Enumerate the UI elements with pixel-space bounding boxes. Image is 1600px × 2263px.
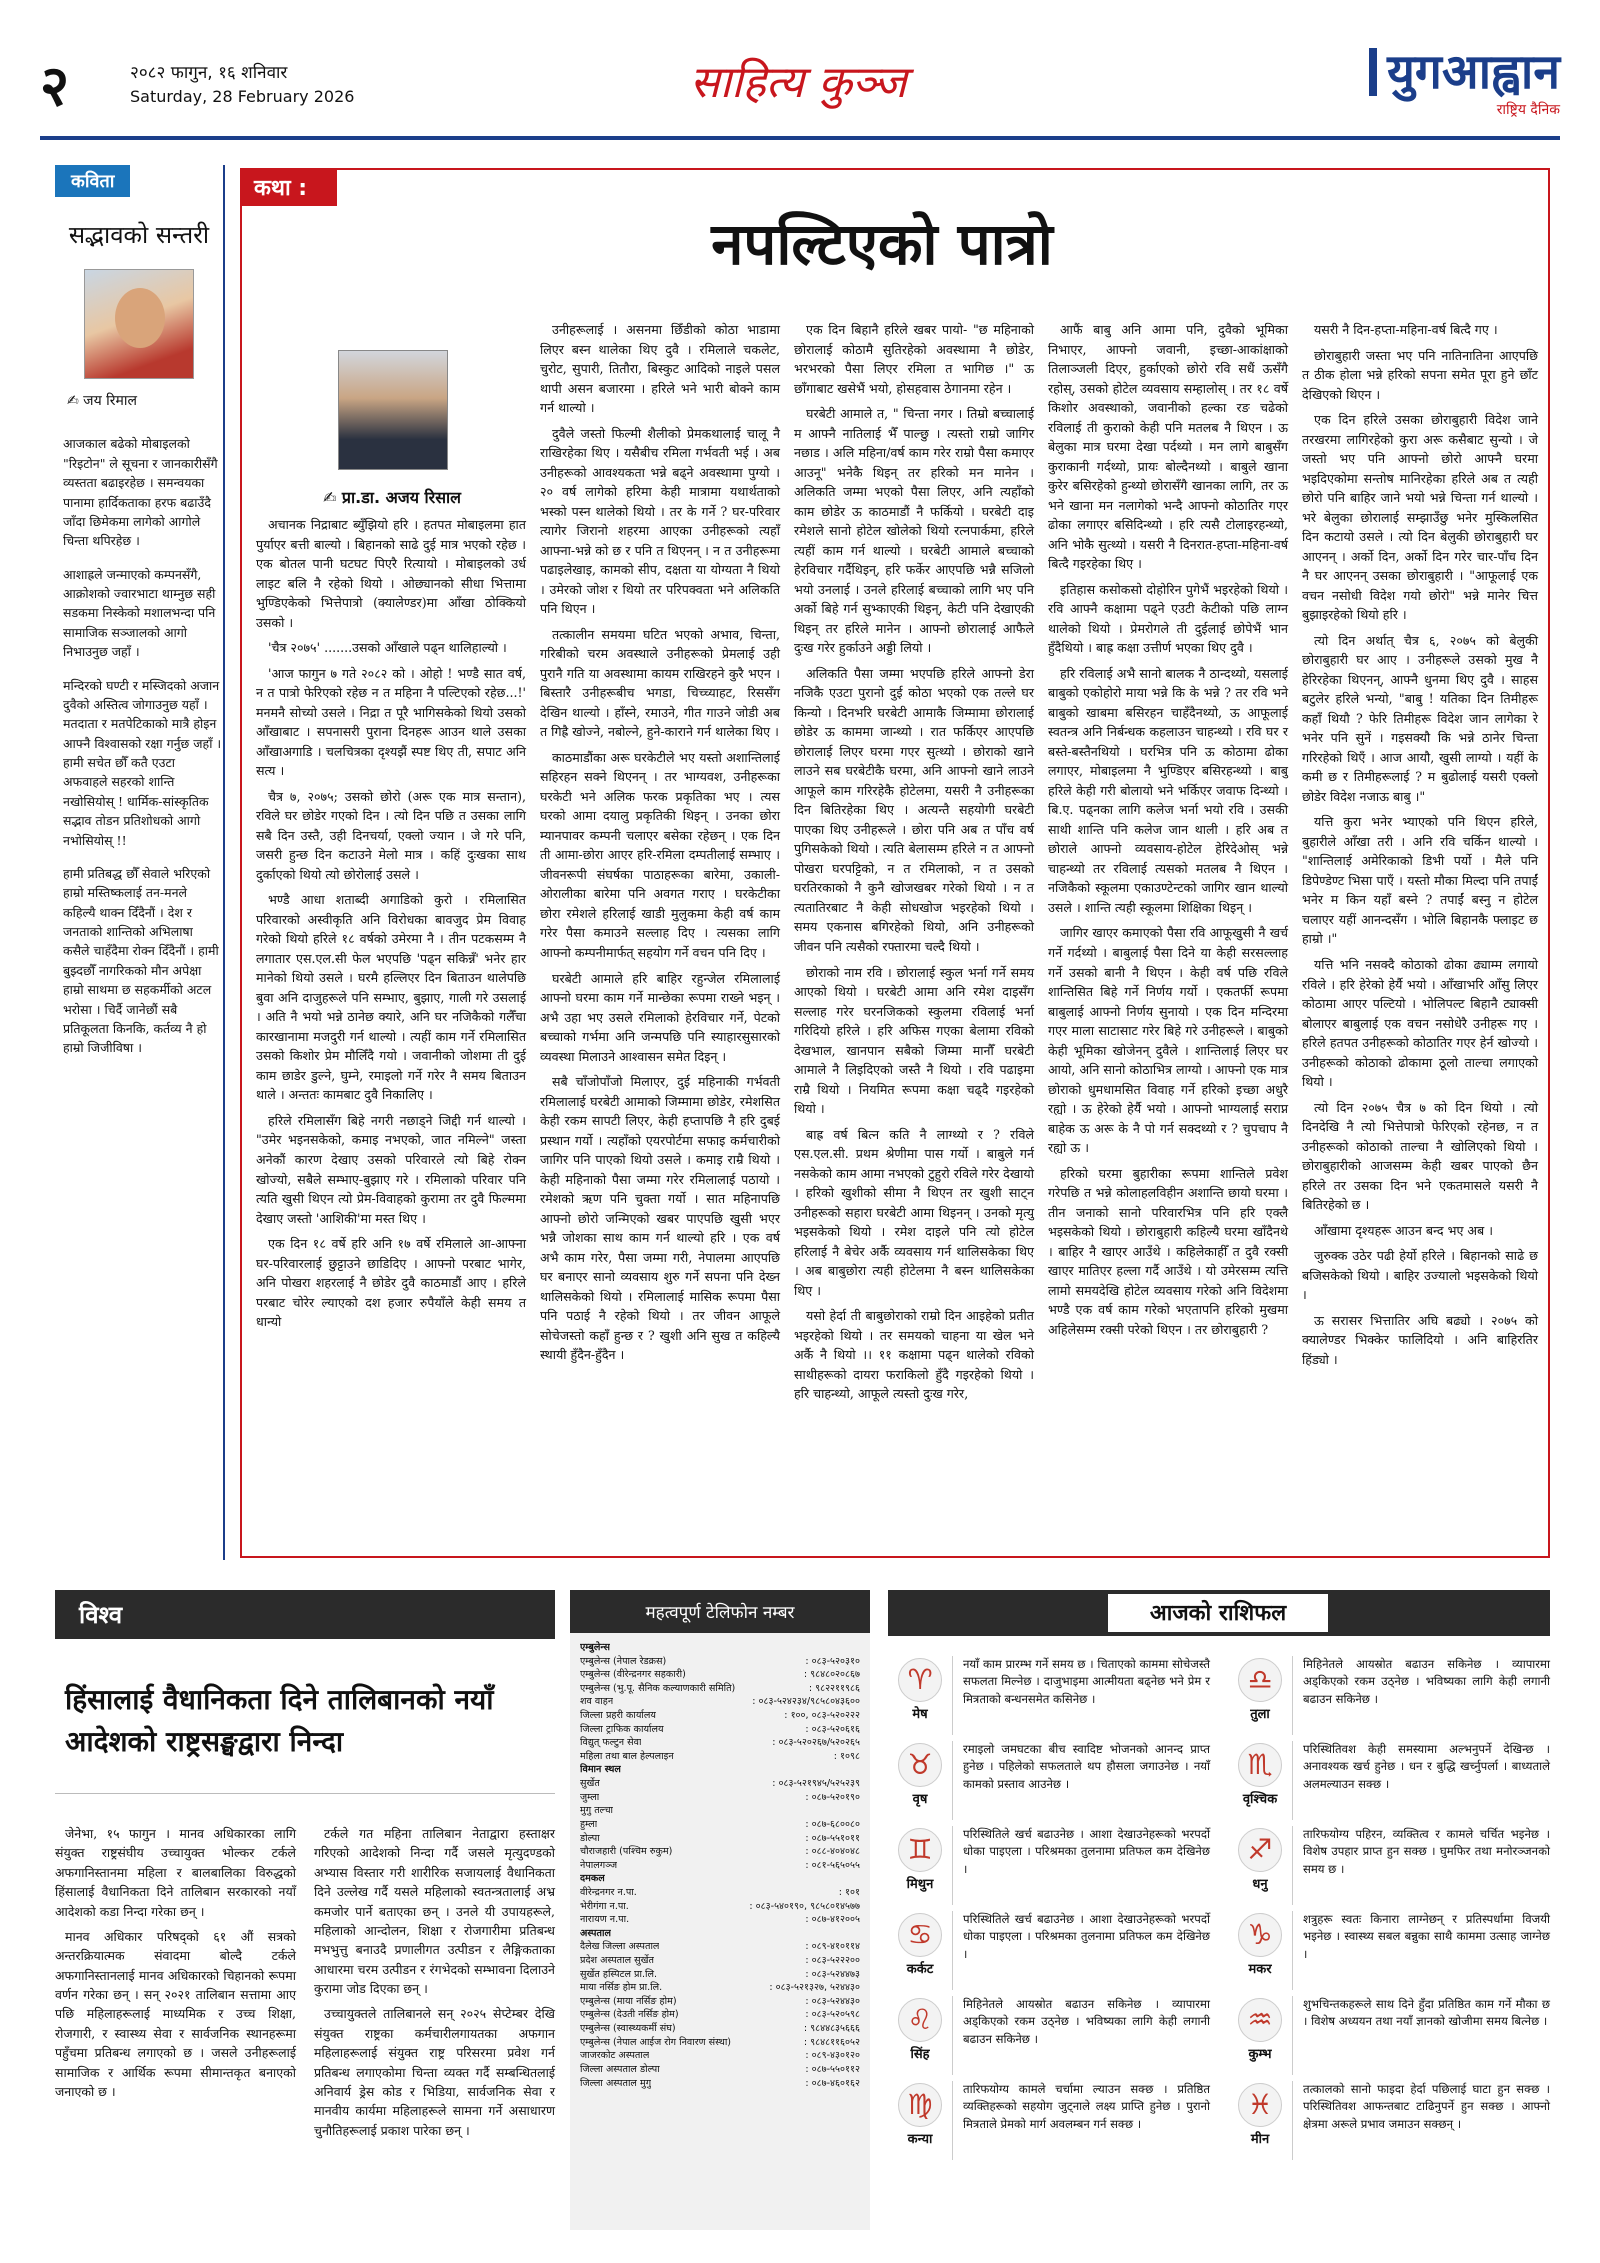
phone-label: एम्बुलेन्स (स्वास्थ्यकर्मी संघ) — [580, 2023, 676, 2035]
date-english: Saturday, 28 February 2026 — [130, 87, 355, 106]
sign-name: वृश्चिक — [1242, 1792, 1278, 1807]
sign-forecast: तारिफयोग्य पहिरन, व्यक्तित्व र कामले चर्चित भइनेछ । विशेष उपहार प्राप्त हुन सक्छ । घुमफिर तथा मनोरञ्जनको समय छ । — [1292, 1826, 1550, 1905]
zodiac-icon: ♏ — [1238, 1743, 1282, 1787]
sign-badge — [1228, 1911, 1292, 1990]
story-paragraph: काठमाडौंका अरू घरकेटीले भए यस्तो अशान्तिलाई सहिरहन सक्ने थिएनन् । तर भाग्यवश, उनीहरूका घरकेटी भने अलिक फरक प्रकृतिका भए । त्यस घरको आमा दयालु प्रकृतिकी थिइन् । उनका छोरा म्यानपावर कम्पनी चलाएर बसेका रहेछन् । एक दिन ती आमा-छोरा आएर हरि-रमिला दम्पतीलाई सम्भाए । जीवनरूपी संघर्षका पाठाहरूका बारेमा, उकाली-ओरालीका बारेमा पनि अवगत गराए । घरकेटीका छोरा रमेशले हरिलाई खाडी मुलुकमा केही वर्ष काम गरेर पैसा कमाउने सल्लाह दिए । त्यसका लागि आफ्नो कम्पनीमार्फत् सहयोग गर्ने वचन पनि दिए । — [540, 749, 780, 960]
phone-number: : ०८३-५२२२०० — [805, 1955, 860, 1967]
story-paragraph: घरबेटी आमाले हरि बाहिर रहुन्जेल रमिलालाई आफ्नो घरमा काम गर्ने मान्छेका रूपमा राख्ने भइन् । अभै उहा भए उसले रमिलाको हेरविचार गर्ने, पेटको बच्चाको गर्भमा अनि जन्मपछि पनि स्याहारसुसारको व्यवस्था मिलाउने आश्वासन समेत दिइन् । — [540, 970, 780, 1064]
phone-label: प्रदेश अस्पताल सुर्खेत — [580, 1955, 654, 1967]
zodiac-icon: ♋ — [898, 1913, 942, 1957]
horoscope-sign — [1228, 1996, 1550, 2075]
phone-row — [580, 2049, 860, 2063]
sign-badge — [1228, 1826, 1292, 1905]
sign-forecast: तत्कालको सानो फाइदा हेर्दा पछिलाई घाटा हुन सक्छ । परिस्थितिवश आफन्तबाट टाढिनुपर्ने हुन सक्छ । आफ्नो क्षेत्रमा अरूले प्रभाव जमाउन सक्छन् । — [1292, 2081, 1550, 2160]
phone-label: डोल्पा — [580, 1832, 600, 1844]
story-paragraph: त्यो दिन २०७५ चैत्र ७ को दिन थियो । त्यो दिनदेखि नै त्यो भित्तेपात्रो फेरिएको रहेनछ, न त उनीहरूको कोठाको ताल्चा नै खोलिएको थियो । छोराबुहारीको आजसम्म केही खबर पाएको छैन हरिले तर उसका दिन भने एकतमासले यसरी नै बितिरहेको छ । — [1302, 1099, 1538, 1213]
sign-badge — [888, 2081, 952, 2160]
sign-name: मकर — [1248, 1962, 1272, 1977]
story-paragraph: 'चैत्र २०७५' .......उसको आँखाले पढ्न थालिहाल्यो । — [268, 640, 507, 656]
story-column-4 — [1048, 320, 1288, 1545]
phone-label: भेरीगंगा न.पा. — [580, 1900, 629, 1912]
news-paragraph: मानव अधिकार परिषद्को ६१ औं सत्रको अन्तरक्रियात्मक संवादमा बोल्दै टर्कले अफगानिस्तानलाई मानव अधिकारको चिहानको रूपमा वर्णन गरेका छन् । सन् २०२१ तालिबान सत्तामा आए पछि महिलाहरूलाई माध्यमिक र उच्च शिक्षा, रोजगारी, र स्वास्थ्य सेवा र सार्वजनिक स्थानहरूमा पहुँचमा प्रतिबन्ध लगाएको छ । जसले उनीहरूलाई सामाजिक र आर्थिक रूपमा सीमान्तकृत बनाएको जनाएको छ । — [55, 1928, 296, 2099]
story-paragraph: बाह्र वर्ष बित्न कति नै लाग्थ्यो र ? रविले एस.एल.सी. प्रथम श्रेणीमा पास गर्यो । बाबुले गर्न नसकेको काम आमा नभएको टुहुरो रविले गरेर देखायो । हरिको खुशीको सीमा नै थिएन तर खुशी साट्न उनीहरूको सहारा घरबेटी आमा थिइनन् । उनको मृत्यु भइसकेको थियो । रमेश दाइले पनि त्यो होटेल हरिलाई नै बेचेर अर्कै व्यवसाय गर्न थालिसकेका थिए । अब बाबुछोरा त्यही होटेलमा नै बस्न थालिसकेका थिए । — [794, 1126, 1034, 1298]
phone-label: महिला तथा बाल हेल्पलाइन — [580, 1750, 674, 1762]
phone-label: जिल्ला अस्पताल मुगु — [580, 2077, 652, 2089]
zodiac-icon: ♍ — [898, 2083, 942, 2127]
phone-group-heading — [580, 1641, 860, 1655]
world-news-headline: हिंसालाई वैधानिकता दिने तालिबानको नयाँ आदेशको राष्ट्रसङ्घद्वारा निन्दा — [55, 1639, 555, 1794]
phone-label: एम्बुलेन्स — [580, 1642, 610, 1653]
sign-name: सिंह — [910, 2047, 930, 2062]
horoscope-sign — [888, 2081, 1210, 2160]
zodiac-icon: ♓ — [1238, 2083, 1282, 2127]
sign-badge — [1228, 1996, 1292, 2075]
story-paragraph: जुरुक्क उठेर पढी हेर्यो हरिले । बिहानको साढे छ बजिसकेको थियो । बाहिर उज्यालो भइसकेको थियो । — [1302, 1248, 1538, 1303]
phone-label: वीरेन्द्रनगर न.पा. — [580, 1886, 637, 1898]
sign-badge — [888, 1656, 952, 1735]
sign-forecast: परिस्थितिले खर्च बढाउनेछ । आशा देखाउनेहरूको भरपर्दो धोका पाइएला । परिश्रमका तुलनामा प्रतिफल कम देखिनेछ । — [952, 1826, 1210, 1905]
phone-label: एम्बुलेन्स (वीरेन्द्रनगर सहकारी) — [580, 1669, 686, 1681]
sign-forecast: तारिफयोग्य कामले चर्चामा ल्याउन सक्छ । प्रतिष्ठित व्यक्तिहरूको सहयोग जुट्नाले लक्ष्य प्राप्ति हुनेछ । पुरानो मित्रताले प्रेमको मार्ग अवलम्बन गर्न सक्छ । — [952, 2081, 1210, 2160]
sign-forecast: परिस्थितिवश केही समस्यामा अल्भनुपर्ने देखिन्छ । अनावश्यक खर्च हुनेछ । धन र बुद्धि खर्च्नुपर्ला । बाध्यताले अलमल्याउन सक्छ । — [1292, 1741, 1550, 1820]
page-number: २ — [40, 53, 70, 119]
horoscope-sign — [888, 1996, 1210, 2075]
phone-number: : ०८३-५२४४३० — [805, 1995, 860, 2007]
phone-label: सुर्खेत — [580, 1778, 600, 1790]
story-paragraph: ऊ सरासर भित्तातिर अघि बढ्यो । २०७५ को क्यालेण्डर भिक्केर फालिदियो । अनि बाहिरतिर हिंड्यो । — [1302, 1312, 1538, 1367]
phone-row — [580, 1940, 860, 1954]
sign-badge — [1228, 1741, 1292, 1820]
phone-row — [580, 1981, 860, 1995]
horoscope-sign — [1228, 1656, 1550, 1735]
phone-row — [580, 2077, 860, 2091]
story-paragraph: त्यो दिन अर्थात् चैत्र ६, २०७५ को बेलुकी छोराबुहारी घर आए । उनीहरूले उसको मुख नै हेरिरहेका थिएनन्, आफ्नै धुनमा थिए दुवै । साहस बटुलेर हरिले भन्यो, "बाबु ! यतिका दिन तिमीहरू कहाँ थियौ ? फेरि तिमीहरू विदेश जान लागेका रे भनेर पनि सुनें । गइसक्यौ कि भन्ने ठानेर चिन्ता गरिरहेको थिएँ । आज आयौ, खुसी लाग्यो । यहीं के कमी छ र तिमीहरूलाई ? म बुढोलाई यसरी एक्लो छोडेर विदेश नजाऊ बाबु ।" — [1302, 632, 1538, 804]
sign-forecast: नयाँ काम प्रारम्भ गर्ने समय छ । चिताएको काममा सोचेजस्तै सफलता मिल्नेछ । दाजुभाइमा आत्मीयता बढ्नेछ भने प्रेम र मित्रताको बन्धनसमेत कसिनेछ । — [952, 1656, 1210, 1735]
story-paragraph: 'आज फागुन ७ गते २०८२ को । ओहो ! भण्डै सात वर्ष, न त पात्रो फेरिएको रहेछ न त महिना नै पल्टिएको रहेछ...!' मनमनै सोच्यो उसले । निद्रा त पूरै भागिसकेको थियो उसको आँखाबाट । सपनासरी पुराना दिनहरू आउन थाले उसका आँखाअगाडि । चलचित्रका दृश्यझैं स्पष्ट थिए ती, सपाट अनि सत्य । — [256, 665, 526, 779]
phone-row — [580, 1682, 860, 1696]
story-paragraph: यसरी नै दिन-हप्ता-महिना-वर्ष बित्दै गए । — [1314, 322, 1498, 337]
phone-label: जिल्ला अस्पताल डोल्पा — [580, 2063, 660, 2075]
horoscope-sign — [1228, 2081, 1550, 2160]
zodiac-icon: ♑ — [1238, 1913, 1282, 1957]
phone-label: नेपालगञ्ज — [580, 1859, 618, 1871]
story-paragraph: आँखामा दृश्यहरू आउन बन्द भए अब । — [1314, 1222, 1493, 1238]
sign-name: कन्या — [907, 2132, 933, 2147]
news-paragraph: उच्चायुक्तले तालिबानले सन् २०२५ सेप्टेम्बर देखि संयुक्त राष्ट्रका कर्मचारीलगायतका अफगान महिलाहरूलाई संयुक्त राष्ट्र परिसरमा प्रवेश गर्न प्रतिबन्ध लगाएकोमा चिन्ता व्यक्त गर्दै सम्बन्धितलाई अनिवार्य ड्रेस कोड र भिडिया, सार्वजनिक सेवा र मानवीय कार्यमा महिलाहरूले सामना गर्ने असाधारण चुनौतिहरूलाई प्रकाश पारेका छन् । — [314, 2006, 555, 2138]
phone-label: शव वाहन — [580, 1696, 614, 1708]
horoscope-grid — [888, 1636, 1550, 2166]
phone-row — [580, 2022, 860, 2036]
horoscope-heading: आजको राशिफल — [1108, 1594, 1328, 1632]
phone-label: एम्बुलेन्स (भु.पू. सैनिक कल्याणकारी समिति) — [580, 1682, 736, 1694]
phone-label: विमान स्थल — [580, 1764, 621, 1776]
sign-badge — [888, 1826, 952, 1905]
phone-row — [580, 2008, 860, 2022]
phone-row — [580, 1777, 860, 1791]
phone-label: जाजरकोट अस्पताल — [580, 2050, 650, 2062]
horoscope-sign — [888, 1741, 1210, 1820]
story-byline: ✍ प्रा.डा. अजय रिसाल — [322, 488, 462, 507]
issue-dates — [130, 60, 354, 106]
story-title: नपल्टिएको पात्रो — [711, 210, 1053, 278]
sign-name: मीन — [1250, 2132, 1270, 2147]
phone-row — [580, 1655, 860, 1669]
poem-title: सद्भावको सन्तरी — [68, 221, 210, 249]
phone-label: अस्पताल — [580, 1927, 611, 1939]
story-column-2 — [540, 320, 780, 1545]
story-paragraph: हरिले रमिलासँग बिहे नगरी नछाड्ने जिद्दी गर्न थाल्यो । "उमेर भइनसकेको, कमाइ नभएको, जात नमिल्ने" जस्ता अनेकौं कारण देखाए उसको परिवारले त्यो बिहे रोक्न खोज्यो, सबैले सम्भाए-बुझाए गरे । रमिलाको परिवार पनि त्यति खुसी थिएन त्यो प्रेम-विवाहको कुरामा तर दुवै फिल्ममा देखाए जस्तो 'आशिकी'मा मस्त थिए । — [256, 1112, 526, 1226]
poem-stanza: आजकाल बढेको मोबाइलको "रिइटोन" ले सूचना र जानकारीसँगै व्यस्तता बढाइरहेछ । समन्वयका पानामा हार्दिकताका हरफ बढाउँदै जाँदा छिमेकमा लागेको आगोले चिन्ता थपिरहेछ । — [63, 436, 218, 549]
zodiac-icon: ♎ — [1238, 1658, 1282, 1702]
phone-row — [580, 2036, 860, 2050]
phone-label: सुर्खेत हस्पिटल प्रा.लि. — [580, 1968, 658, 1980]
newspaper-logo — [1369, 44, 1560, 119]
phone-row — [580, 1695, 860, 1709]
phone-number: : १०१ — [838, 1886, 860, 1898]
section-title: साहित्य कुञ्ज — [690, 57, 907, 108]
phone-number: : ०८७-५५०११२ — [805, 2063, 860, 2075]
phone-group-heading — [580, 1872, 860, 1886]
phone-number: : ०८७-४१२००५ — [805, 1914, 860, 1926]
phone-row — [580, 1804, 860, 1818]
poem-stanza: हामी प्रतिबद्ध छौँ सेवाले भरिएको हाम्रो मस्तिष्कलाई तन-मनले कहिल्यै थाक्न दिँदैनौं । देश र जनताको शान्तिको अभिलाषा कसैले चाहँदैमा रोक्न दिँदैनौं । हामी बुझ्दछौँ नागरिकको मौन अपेक्षा हाम्रो साथमा छ सहकर्मीको अटल भरोसा । चिर्दै जानेछौं सबै प्रतिकूलता किनकि, कर्तव्य नै हो हाम्रो जिजीविषा । — [63, 865, 219, 1056]
phone-label: एम्बुलेन्स (नेपाल आईज रोग निवारण संस्था) — [580, 2036, 732, 2048]
phone-number: : ९८२२११९८६ — [808, 1682, 860, 1694]
phone-row — [580, 1750, 860, 1764]
phone-number: : ०८७-६८००८० — [805, 1818, 860, 1830]
phone-label: माया नर्सिङ होम प्रा.लि. — [580, 1982, 663, 1994]
phone-row — [580, 1859, 860, 1873]
story-paragraph: एक दिन हरिले उसका छोराबुहारी विदेश जाने तरखरमा लागिरहेको कुरा अरू कसैबाट सुन्यो । जे जस्तो भए पनि आफ्नो छोरो आफ्नै घरमा भइदिएकोमा सन्तोष मानिरहेका हरिले अब त त्यही छोरो पनि बाहिर जाने भयो भन्ने चिन्ता गर्न थाल्यो । भरे बेलुका छोरालाई सम्झाउँछु भनेर मुस्किलसित दिन कटायो उसले । त्यो दिन बेलुकी छोराबुहारी घर आएनन् । अर्को दिन, अर्को दिन गरेर चार-पाँच दिन नै घर आएनन् उसका छोराबुहारी । "आफूलाई एक वचन नसोधी विदेश गयो छोरो" भन्ने मानेर चित्त बुझाइरहेको थियो हरि । — [1302, 412, 1538, 623]
phone-row — [580, 1995, 860, 2009]
poet-byline: ✍ जय रिमाल — [67, 393, 137, 410]
sign-forecast: रमाइलो जमघटका बीच स्वादिष्ट भोजनको आनन्द प्राप्त हुनेछ । पहिलेको सफलताले थप हौसला जगाउनेछ । नयाँ कामको प्रस्ताव आउनेछ । — [952, 1741, 1210, 1820]
world-news-heading: विश्व — [55, 1590, 555, 1639]
phone-label: एम्बुलेन्स (देउती नर्सिङ होम) — [580, 2009, 679, 2021]
story-paragraph: दुवैले जस्तो फिल्मी शैलीको प्रेमकथालाई चालू नै राखिरहेका थिए । यसैबीच रमिला गर्भवती भई । अब उनीहरूको आवश्यकता भन्ने बढ्ने अवस्थामा पुग्यो । २० वर्ष लागेको हरिमा केही मात्रामा यथार्थताको भस्को पस्न थालेको थियो । तर के गर्ने ? घर-परिवार त्यागेर जिरानो शहरमा आएका उनीहरूको त्यहाँ आफ्ना-भन्ने को छ र पनि त थिएनन् । न त उनीहरूमा पढाइलेखाइ, कामको सीप, दक्षता या योग्यता नै थियो । उमेरको जोश र थियो तर परिपक्वता भने अलिकति पनि थिएन । — [540, 425, 780, 617]
phone-group-heading — [580, 1763, 860, 1777]
story-paragraph: हरिको घरमा बुहारीका रूपमा शान्तिले प्रवेश गरेपछि त भन्ने कोलाहलविहीन अशान्ति छायो घरमा । तीन जनाको सानो परिवारभित्र पनि हरि एक्लै भइसकेको थियो । छोराबुहारी कहिल्यै घरमा खाँदैनथे । बाहिर नै खाएर आउँथे । कहिलेकाहीँ त दुवै रक्सी खाएर मातिएर हल्ला गर्दै आउँथे । यो उमेरसम्म त्यत्ति लामो समयदेखि होटेल व्यवसाय गरेको अनि विदेशमा भण्डै एक वर्ष काम गरेको भएतापनि हरिको मुखमा अहिलेसम्म रक्सी परेको थिएन । तर छोराबुहारी ? — [1048, 1165, 1288, 1337]
zodiac-icon: ♉ — [898, 1743, 942, 1787]
sign-forecast: शुभचिन्तकहरूले साथ दिने हुँदा प्रतिष्ठित काम गर्ने मौका छ । विशेष अध्ययन तथा नयाँ ज्ञानको खोजीमा समय बित्नेछ । — [1292, 1996, 1550, 2075]
story-paragraph: आफैं बाबु अनि आमा पनि, दुवैको भूमिका निभाएर, आफ्नो जवानी, इच्छा-आकांक्षाको तिलाञ्जली दिएर, हुर्काएको छोरो रवि सधैं ऊसँगै रहोस्, उसको होटेल व्यवसाय सम्हालोस् । तर १८ वर्षे किशोर अवस्थाको, जवानीको हल्का रङ चढेको रविलाई ती कुराको केही पनि मतलब नै थिएन । ऊ बेलुका मात्र घरमा देखा पर्दथ्यो । मन लागे बाबुसँग कुराकानी गर्दथ्यो, प्रायः बोल्दैनथ्यो । बाबुले खाना कुरेर बसिरहेको हुन्थ्यो छोरासँगै खानका लागि, तर ऊ भने खाना मन नलागेको भन्दै आफ्नो कोठातिर गएर ढोका लगाएर बसिदिन्थ्यो । हरि त्यसै टोलाइरहन्थ्यो, अनि भोकै सुत्थ्यो । यसरी नै दिनरात-हप्ता-महिना-वर्ष बित्दै गइरहेका थिए । — [1048, 322, 1288, 572]
horoscope-sign — [888, 1826, 1210, 1905]
phone-number: : ९८४८११६०५२ — [803, 2036, 860, 2048]
phone-number: : १०९८ — [833, 1750, 860, 1762]
sign-forecast: मिहिनेतले आयस्रोत बढाउन सकिनेछ । व्यापारमा अड्किएको रकम उठ्नेछ । भविष्यका लागि केही लगानी बढाउन सकिनेछ । — [1292, 1656, 1550, 1735]
brand-tagline: राष्ट्रिय दैनिक — [1496, 102, 1560, 118]
phone-label: मुगु तल्चा — [580, 1805, 614, 1817]
phone-row — [580, 1818, 860, 1832]
phone-number: : ०८३-५२०३१० — [805, 1655, 860, 1667]
zodiac-icon: ♐ — [1238, 1828, 1282, 1872]
story-paragraph: सबै चाँजोपाँजो मिलाएर, दुई महिनाकी गर्भवती रमिलालाई घरबेटी आमाको जिम्मामा छोडेर, रमेशसित केही रकम सापटी लिएर, केही हप्तापछि नै हरि दुबई प्रस्थान गर्यो । त्यहाँको एयरपोर्टमा सफाइ कर्मचारीको जागिर पनि पाएको थियो उसले । कमाइ राम्रै थियो । केही महिनाको पैसा जम्मा गरेर रमिलालाई पठायो । रमेशको ऋण पनि चुक्ता गर्यो । सात महिनापछि आफ्नो छोरो जन्मिएको खबर पाएपछि खुसी भएर भन्नै जोशका साथ काम गर्न थाल्यो हरि । एक वर्ष अभै काम गरेर, पैसा जम्मा गरी, नेपालमा आएपछि घर बनाएर सानो व्यवसाय शुरु गर्ने सपना पनि देख्न थालिसकेको थियो । रमिलालाई मासिक रूपमा पैसा पनि पठाई नै रहेको थियो । तर जीवन आफूले सोचेजस्तो कहाँ हुन्छ र ? खुशी अनि सुख त कहिल्यै स्थायी हुँदैन-हुँदैन । — [540, 1074, 780, 1363]
story-paragraph: यत्ति भनि नसक्दै कोठाको ढोका ढ्याम्म लगायो रविले । हरि हेरेको हेर्यै भयो । आँखाभरि आँसु लिएर कोठामा आएर पल्टियो । भोलिपल्ट बिहानै ट्याक्सी बोलाएर बाबुलाई एक वचन नसोधेरै उनीहरू गए । हरिले हतपत उनीहरूको कोठातिर गएर हेर्न खोज्यो । उनीहरूको कोठाको ढोकामा ठूलो ताल्चा लगाएको थियो । — [1302, 956, 1538, 1090]
horoscope-sign — [1228, 1826, 1550, 1905]
sign-forecast: मिहिनेतले आयस्रोत बढाउन सकिनेछ । व्यापारमा अड्किएको रकम उठ्नेछ । भविष्यका लागि केही लगानी बढाउन सकिनेछ । — [952, 1996, 1210, 2075]
phone-number: : ९८४४८३५६६६ — [803, 2023, 860, 2035]
phone-number: : ०८७-५५१०११ — [805, 1832, 860, 1844]
phone-label: जिल्ला प्रहरी कार्यालय — [580, 1710, 656, 1722]
phone-number: : १००, ०८३-५२०२२२ — [784, 1710, 860, 1722]
poem-stanza: आशाह्रले जन्माएको कम्पनसँगै, आक्रोशको ज्वारभाटा थाम्नुछ सही सडकमा निस्केको मशालभन्दा पनि सामाजिक सञ्जालको आगो निभाउनुछ जहाँ । — [63, 566, 216, 660]
phone-number: : ०८९-४१०११४ — [805, 1941, 860, 1953]
horoscope-sign — [888, 1656, 1210, 1735]
brand-name: युगआह्वान — [1369, 48, 1560, 96]
phone-number: : ०८३-५२४४७३ — [805, 1968, 860, 1980]
world-news — [55, 1590, 555, 2230]
poet-photo — [84, 269, 194, 379]
horoscope-sign — [1228, 1911, 1550, 1990]
zodiac-icon: ♌ — [898, 1998, 942, 2042]
horoscope-sign — [1228, 1741, 1550, 1820]
story-column-5 — [1302, 320, 1538, 1545]
news-paragraph: टर्कले गत महिना तालिबान नेताद्वारा हस्ताक्षर गरिएको आदेशको निन्दा गर्दै जसले मृत्युदण्डको अभ्यास विस्तार गरी शारीरिक सजायलाई वैधानिकता दिने उल्लेख गर्दै यसले महिलाको स्वतन्त्रतालाई अभ्र कमजोर पार्ने बताएका छन् । उनले यी उपायहरूले, महिलाको आन्दोलन, शिक्षा र रोजगारीमा प्रतिबन्ध मभभुत्तु बनाउदै प्रणालीगत उत्पीडन र लैङ्गिकताका आधारमा चरम उत्पीडन र रंगभेदको सम्भावना दिलाउने कुरामा जोड दिएका छन् । — [314, 1826, 555, 1996]
phone-number: : ०८३-५२१९४५/५२५२३९ — [772, 1778, 860, 1790]
story-section — [240, 168, 1550, 1558]
sign-name: कुम्भ — [1248, 2047, 1272, 2062]
phone-number: : ०८८-४०४०४८ — [805, 1846, 860, 1858]
sign-name: धनु — [1252, 1877, 1268, 1892]
phone-label: जुम्ला — [580, 1791, 600, 1803]
phone-number: : ०८१-५६५०५५ — [805, 1859, 860, 1871]
sign-forecast: शत्रुहरू स्वतः किनारा लाग्नेछन् र प्रतिस्पर्धामा विजयी भइनेछ । स्वास्थ्य सबल बन्नुका साथै काममा उत्साह जाग्नेछ । — [1292, 1911, 1550, 1990]
phone-row — [580, 2063, 860, 2077]
phone-row — [580, 1886, 860, 1900]
story-paragraph: छोराबुहारी जस्ता भए पनि नातिनातिना आएपछि त ठीक होला भन्ने हरिको सपना समेत पूरा हुने छाँट देखिएको थिएन । — [1302, 347, 1538, 402]
phone-label: चौराजहारी (पश्चिम रुकुम) — [580, 1846, 673, 1858]
story-paragraph: अचानक निद्राबाट ब्युँझियो हरि । हतपत मोबाइलमा हात पुर्याएर बत्ती बाल्यो । बिहानको साढे दुई मात्र भएको रहेछ । एक बोतल पानी घटघट पिएरै रित्यायो । मोबाइलको उर्ध लाइट बलि नै रहेको थियो । ओछ्यानको सीधा भित्तामा भुण्डिएकेको भित्तेपात्रो (क्यालेण्डर)मा आँखा ठोक्कियो उसको । — [256, 517, 526, 630]
sign-badge — [1228, 2081, 1292, 2160]
phone-row — [580, 1954, 860, 1968]
phone-label: हुम्ला — [580, 1818, 598, 1830]
author-photo — [338, 350, 448, 470]
story-column-1 — [256, 515, 526, 1545]
zodiac-icon: ♈ — [898, 1658, 942, 1702]
sign-name: वृष — [912, 1792, 928, 1807]
phone-number: : ०८३-५२०२६७/५२०२६५ — [772, 1737, 860, 1749]
poem-stanza: मन्दिरको घण्टी र मस्जिदको अजान दुवैको अस्तित्व जोगाउनुछ यहाँ । मतदाता र मतपेटिकाको मात्रै होइन आफ्नै विश्वासको रक्षा गर्नुछ जहाँ । हामी सचेत छौँ कतै एउटा अफवाहले सहरको शान्ति नखोसियोस् ! धार्मिक-सांस्कृतिक सद्भाव तोडन प्रतिशोधको आगो नभोसियोस् !! — [63, 677, 222, 848]
story-paragraph: अलिकति पैसा जम्मा भएपछि हरिले आफ्नो डेरा नजिकै एउटा पुरानो दुई कोठा भएको एक तल्ले घर किन्यो । दिनभरि घरबेटी आमाकै जिम्मामा छोरालाई छोडेर ऊ काममा जान्थ्यो । रात फर्किएर आएपछि छोरालाई लिएर घरमा गएर सुत्थ्यो । छोराको खाने लाउने सब घरबेटीकै घरमा, अनि आफ्नो खाने लाउने आफूले काम गरिरहेकै होटेलमा, यसरी नै उनीहरूका दिन बितिरहेका थिए । अत्यन्तै सहयोगी घरबेटी पाएका थिए उनीहरूले । छोरा पनि अब त पाँच वर्ष पुगिसकेको थियो । त्यति बेलासम्म हरिले न त आफ्नो पोखरा घरपट्टिको, न त रमिलाको, न त उसको घरतिरकाको नै कुनै खोजखबर गरेको थियो । न त त्यतातिरबाट नै केही सोधखोज भइरहेको थियो । समय एकनास बगिरहेको थियो, अनि उनीहरूको जीवन पनि त्यसैको रफ्तारमा चल्दै थियो । — [794, 665, 1034, 954]
story-paragraph: एक दिन बिहानै हरिले खबर पायो- "छ महिनाको छोरालाई कोठामै सुतिरहेको अवस्थामा नै छोडेर, भरभरको पैसा लिएर रमिला त भागिछ ।" ऊ छाँगाबाट खसेभैं भयो, होसहवास ठेगानमा रहेन । — [794, 322, 1034, 396]
phone-row — [580, 1913, 860, 1927]
phone-number: : ०८३-५४०१९०, ९८५८०१४५७७ — [749, 1900, 860, 1912]
phone-number: : ०८३-५२१३२७, ५२४४३० — [769, 1982, 860, 1994]
story-paragraph: भण्डै आधा शताब्दी अगाडिको कुरो । रमिलासित परिवारको अस्वीकृति अनि विरोधका बावजुद प्रेम विवाह गरेको थियो हरिले १८ वर्षको उमेरमा नै । तीन पटकसम्म नै लगातार एस.एल.सी फेल भएपछि 'पढ्न सकिन्नँ' भनेर हार मानेको थियो उसले । घरमै हल्लिएर दिन बिताउन थालेपछि बुवा अनि दाजुहरूले पनि सम्भाए, बुझाए, गाली गरे उसलाई । अति नै भयो भन्ने ठानेछ क्यारे, अनि घर नजिकैको गलैँचा कारखानामा मजदुरी गर्न थाल्यो । त्यहीं काम गर्ने रमिलासित उसको किशोर प्रेम मौलिँदै गयो । जवानीको जोशमा ती दुई काम छाडेर डुल्ने, घुम्ने, रमाइलो गर्ने गरेर नै समय बिताउन थाले । अन्ततः कामबाट दुवै निकालिए । — [256, 892, 526, 1103]
phone-label: विद्युत् फल्टुन सेवा — [580, 1737, 642, 1749]
zodiac-icon: ♒ — [1238, 1998, 1282, 2042]
phone-row — [580, 1900, 860, 1914]
horoscope-sign — [888, 1911, 1210, 1990]
story-paragraph: जागिर खाएर कमाएको पैसा रवि आफूखुसी नै खर्च गर्ने गर्दथ्यो । बाबुलाई पैसा दिने या केही सरसल्लाह गर्ने उसको बानी नै थिएन । केही वर्ष पछि रविले शान्तिसित बिहे गर्ने निर्णय गर्यो । एकतर्फी रूपमा बाबुलाई आफ्नो निर्णय सुनायो । एक दिन मन्दिरमा गएर माला साटासाट गरेर बिहे गरे उनीहरूले । बाबुको केही भूमिका खोजेनन् दुवैले । शान्तिलाई लिएर घर आयो, अनि सानो कोठाभित्र लाग्यो । आफ्नो एक मात्र छोराको धुमधामसित विवाह गर्ने हरिको इच्छा अधुरै रह्यो । ऊ हेरेको हेर्यै भयो । आफ्नो भाग्यलाई सराप्न बाहेक ऊ अरू के नै पो गर्न सक्दथ्यो र ? चुपचाप नै रह्यो ऊ । — [1048, 925, 1288, 1156]
phone-number: : ०८३-५२४२३४/९८५८०४३६०० — [752, 1696, 860, 1708]
poem-label: कविता — [55, 165, 130, 197]
phone-number: : ०८७-४६०१६२ — [805, 2077, 860, 2089]
zodiac-icon: ♊ — [898, 1828, 942, 1872]
sign-badge — [888, 1911, 952, 1990]
phone-row — [580, 1845, 860, 1859]
sign-name: तुला — [1250, 1707, 1270, 1722]
news-paragraph: जेनेभा, १५ फागुन । मानव अधिकारका लागि संयुक्त राष्ट्रसंघीय उच्चायुक्त भोल्कर टर्कले अफगानिस्तानमा महिला र बालबालिका विरुद्धको हिंसालाई वैधानिकता दिने तालिबान सरकारको नयाँ आदेशको कडा निन्दा गरेका छन् । — [55, 1826, 296, 1919]
phone-list — [570, 1633, 870, 2098]
story-label: कथा : — [240, 168, 337, 206]
sign-badge — [888, 1741, 952, 1820]
story-paragraph: तत्कालीन समयमा घटित भएको अभाव, चिन्ता, गरिबीको चरम अवस्थाले उनीहरूको प्रेमलाई उही पुरानै गति या अवस्थामा कायम राखिरहने कुरै भएन । बिस्तारै उनीहरूबीच भगडा, चिच्च्याहट, रिससँग देखिन थाल्यो । हाँस्ने, रमाउने, गीत गाउने जोडी अब त गिह्रै खोज्ने, नबोल्ने, हुने-काराने गर्न थालेका थिए । — [540, 626, 780, 740]
phone-label: दैलेख जिल्ला अस्पताल — [580, 1941, 660, 1953]
story-paragraph: एक दिन १८ वर्षे हरि अनि १७ वर्षे रमिलाले आ-आफ्ना घर-परिवारलाई छुट्टाउने छाडिदिए । आफ्नो परबाट भागेर, अनि पोखरा शहरलाई नै छोडेर दुवै काठमाडौं आए । हरिले परबाट चोरेर ल्याएको दश हजार रुपैयाँले केही समय त धान्यो — [256, 1236, 526, 1330]
phone-label: नारायण न.पा. — [580, 1914, 630, 1926]
phone-number: : ०८९-४३०१२० — [805, 2050, 860, 2062]
phone-label: एम्बुलेन्स (माया नर्सिङ होम) — [580, 1995, 677, 2007]
story-paragraph: घरबेटी आमाले त, " चिन्ता नगर । तिम्रो बच्चालाई म आफ्नै नातिलाई भैँ पाल्छु । त्यस्तो राम्रो जागिर नछाड । अलि महिना/वर्ष काम गरेर राम्रो पैसा कमाएर आउनू" भनेकै थिइन् तर हरिको मन मानेन । अलिकति जम्मा भएको पैसा लिएर, अनि त्यहाँको काम छोडेर ऊ काठमाडौं नै फर्कियो । घरबेटी दाइ रमेशले सानो होटेल खोलेको थियो रत्नपार्कमा, हरिले त्यहीं काम गर्न थाल्यो । घरबेटी आमाले बच्चाको हेरविचार गर्दैथिइन्, हरि फर्केर आएपछि भन्नै सजिलो भयो उनलाई । उनले हरिलाई बच्चाको लागि भए पनि अर्को बिहे गर्न सुभ्काएकी थिइन्, केटी पनि देखाएकी थिइन् तर हरिले मानेन । आफ्नो छोरालाई आफैले दुःख गरेर हुर्काउने अड्डी लियो । — [794, 406, 1034, 656]
phone-directory — [570, 1590, 870, 2230]
phone-row — [580, 1668, 860, 1682]
horoscope-heading-bar — [888, 1590, 1550, 1636]
phone-group-heading — [580, 1927, 860, 1941]
world-news-body — [55, 1794, 555, 2140]
phone-number: : ९८४८०२०८६७ — [803, 1669, 860, 1681]
date-nepali: २०८२ फागुन, १६ शनिवार — [130, 63, 288, 83]
phone-directory-heading: महत्वपूर्ण टेलिफोन नम्बर — [570, 1590, 870, 1633]
phone-row — [580, 1736, 860, 1750]
phone-number: : ०८७-५२०१९० — [805, 1791, 860, 1803]
sign-badge — [1228, 1656, 1292, 1735]
sign-name: कर्कट — [906, 1962, 934, 1977]
story-paragraph: हरि रविलाई अभै सानो बालक नै ठान्दथ्यो, यसलाई बाबुको एकोहोरो माया भन्ने कि के भन्ने ? तर रवि भने बाबुको खाबमा बसिरहन चाहँदैनथ्यो, ऊ आफूलाई स्वतन्त्र अनि निर्बन्धक कहलाउन चाहन्थ्यो । रवि घर र बस्ते-बस्तैनथियो । घरभित्र पनि ऊ कोठामा ढोका लगाएर, मोबाइलमा नै भुण्डिएर बसिरहन्थ्यो । बाबु हरिले केही गरी बोलायो भने भर्किएर जवाफ दिन्थ्यो । बि.ए. पढ्नका लागि कलेज भर्ना भयो रवि । उसकी साथी शान्ति पनि कलेज जान थाली । हरि अब त छोराले आफ्नो व्यवसाय-होटेल हेरिदेओस् भन्ने चाहन्थ्यो तर रविलाई त्यसको मतलब नै थिएन । नजिकैको स्कूलमा एकाउण्टेन्टको जागिर खान थाल्यो उसले । शान्ति त्यही स्कूलमा शिक्षिका थिइन् । — [1048, 665, 1288, 915]
phone-label: जिल्ला ट्राफिक कार्यालय — [580, 1723, 664, 1735]
phone-label: दमकल — [580, 1873, 605, 1885]
sign-badge — [888, 1996, 952, 2075]
phone-row — [580, 1791, 860, 1805]
sign-name: मेष — [912, 1707, 928, 1722]
story-column-3 — [794, 320, 1034, 1545]
phone-row — [580, 1723, 860, 1737]
story-paragraph: इतिहास कसोकसो दोहोरिन पुगेभैं भइरहेको थियो । रवि आफ्नै कक्षामा पढ्ने एउटी केटीको पछि लाग्न थालेको थियो । प्रेमरोगले ती दुईलाई छोपेभैं भान हुँदैथियो । बाह्र कक्षा उत्तीर्ण भएका थिए दुवै । — [1048, 581, 1288, 656]
story-paragraph: छोराको नाम रवि । छोरालाई स्कुल भर्ना गर्ने समय आएको थियो । घरबेटी आमा अनि रमेश दाइसँग सल्लाह गरेर घरनजिकको स्कुलमा रविलाई भर्ना गरिदियो हरिले । हरि अफिस गएका बेलामा रविको देखभाल, खानपान सबैको जिम्मा मानौँ घरबेटी आमाले नै लिइदिएको जस्तै नै थियो । रवि पढाइमा राम्रै थियो । नियमित रूपमा कक्षा चढ्दै गइरहेको थियो । — [794, 964, 1034, 1117]
story-paragraph: चैत्र ७, २०७५; उसको छोरो (अरू एक मात्र सन्तान), रविले घर छोडेर गएको दिन । त्यो दिन पछि त उसका लागि सबै दिन उस्तै, उही दिनचर्या, एक्लो ज्यान । जे गरे पनि, जसरी हुन्छ दिन कटाउने मेलो मात्र । कहिं दुःखका साथ दुर्काएको थियो त्यो छोरोलाई उसले । — [256, 788, 526, 882]
phone-row — [580, 1832, 860, 1846]
phone-row — [580, 1709, 860, 1723]
phone-label: एम्बुलेन्स (नेपाल रेडक्रस) — [580, 1655, 667, 1667]
phone-number: : ०८३-५२०६१६ — [805, 1723, 860, 1735]
sign-forecast: परिस्थितिले खर्च बढाउनेछ । आशा देखाउनेहरूको भरपर्दो धोका पाइएला । परिश्रमका तुलनामा प्रतिफल कम देखिनेछ । — [952, 1911, 1210, 1990]
story-paragraph: उनीहरूलाई । असनमा छिँडीको कोठा भाडामा लिएर बस्न थालेका थिए दुवै । रमिलाले चकलेट, चुरोट, सुपारी, तितौरा, बिस्कुट आदिको नाइले पसल थापी असन बजारमा । हरिले भने भारी बोक्ने काम गर्न थाल्यो । — [540, 322, 780, 416]
masthead — [40, 40, 1560, 140]
phone-row — [580, 1968, 860, 1982]
phone-number: : ०८३-५२०५९८ — [805, 2009, 860, 2021]
horoscope — [888, 1590, 1550, 2230]
poem-column — [55, 165, 225, 1560]
sign-name: मिथुन — [906, 1877, 934, 1892]
story-paragraph: यत्ति कुरा भनेर भ्याएको पनि थिएन हरिले, बुहारीले आँखा तरी । अनि रवि चर्किन थाल्यो । "शान्तिलाई अमेरिकाको डिभी पर्यो । मैले पनि डिपेण्डेण्ट भिसा पाएँ । यस्तो मौका मिल्दा पनि तपाईं भनेर म किन यहाँ बस्ने ? तपाईं बस्नु न होटेल चलाएर यहीं आनन्दसँग । भोलि बिहानकै फ्लाइट छ हाम्रो ।" — [1302, 814, 1538, 947]
story-paragraph: यसो हेर्दा ती बाबुछोराको राम्रो दिन आइहेको प्रतीत भइरहेको थियो । तर समयको चाहना या खेल भने अर्कै नै थियो ।। ११ कक्षामा पढ्न थालेको रविको साथीहरूको दायरा फराकिलो हुँदै गइरहेको थियो । हरि चाहन्थ्यो, आफूले त्यस्तो दुःख गरेर, — [794, 1308, 1034, 1402]
